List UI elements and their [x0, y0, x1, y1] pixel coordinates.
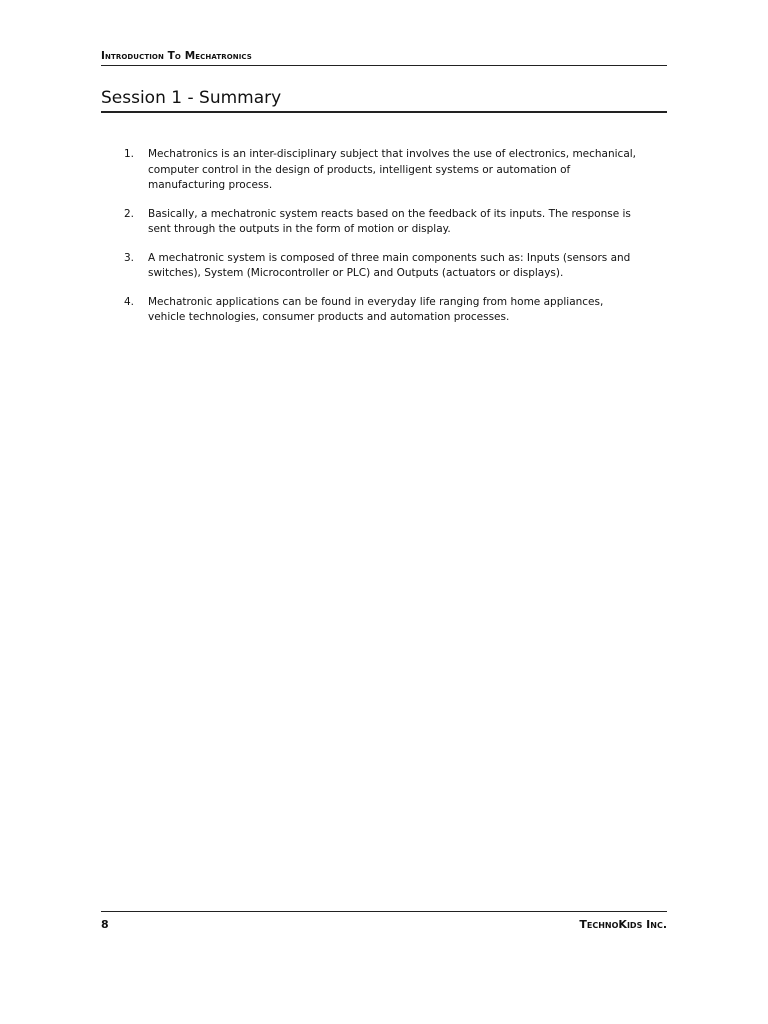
publisher-name: TechnoKids Inc.	[579, 918, 667, 931]
item-line: computer control in the design of products, intelligent systems or automation of	[148, 163, 571, 176]
item-number: 4.	[124, 295, 135, 308]
running-footer	[101, 911, 667, 934]
item-line: Mechatronic applications can be found in everyday life ranging from home appliances,	[148, 295, 604, 308]
item-text	[148, 147, 664, 194]
item-number: 2.	[124, 207, 135, 220]
item-number: 1.	[124, 148, 135, 160]
summary-item-3	[124, 251, 664, 282]
item-text	[148, 251, 664, 282]
item-line: switches), System (Microcontroller or PLC) and Outputs (actuators or displays).	[148, 267, 564, 279]
summary-list	[124, 147, 664, 339]
item-line: Basically, a mechatronic system reacts based on the feedback of its inputs. The response is	[148, 207, 631, 220]
item-line: manufacturing process.	[148, 179, 273, 191]
section-title: Session 1 - Summary	[101, 87, 667, 113]
running-header: Introduction To Mechatronics	[101, 49, 667, 66]
item-line: A mechatronic system is composed of three main components such as: Inputs (sensors and	[148, 251, 631, 264]
item-line: Mechatronics is an inter-disciplinary subject that involves the use of electronics, mechanical,	[148, 148, 637, 160]
summary-item-4	[124, 295, 664, 326]
page-number: 8	[101, 918, 109, 931]
item-line: sent through the outputs in the form of motion or display.	[148, 223, 451, 235]
item-line: vehicle technologies, consumer products and automation processes.	[148, 311, 510, 323]
summary-item-2	[124, 207, 664, 238]
summary-item-1	[124, 147, 664, 194]
item-text	[148, 295, 664, 326]
item-number: 3.	[124, 251, 135, 264]
item-text	[148, 207, 664, 238]
